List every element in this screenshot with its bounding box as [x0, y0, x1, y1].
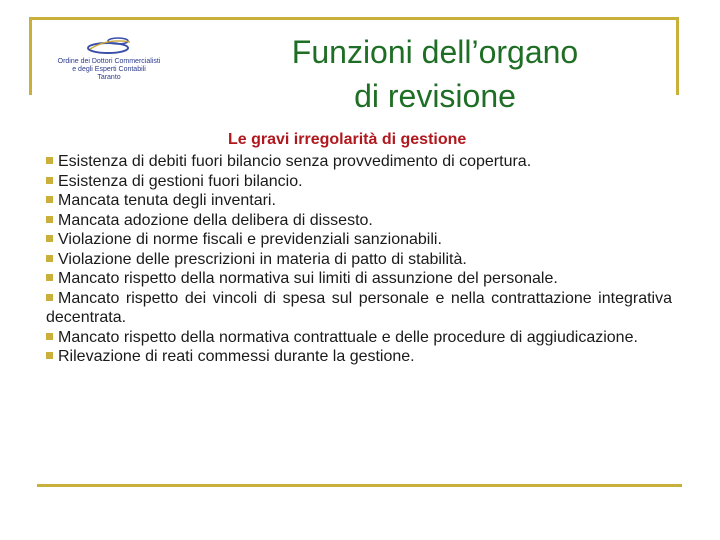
list-item-text: Mancata adozione della delibera di dissesto.: [58, 211, 373, 229]
list-item: [46, 152, 672, 172]
bullet-square-icon: [46, 177, 53, 184]
logo-text-line-3: Taranto: [97, 74, 121, 81]
bullet-square-icon: [46, 216, 53, 223]
list-item-text: Mancata tenuta degli inventari.: [58, 192, 276, 209]
right-border: [676, 17, 679, 95]
list-item: [46, 289, 672, 328]
list-item-text: Mancato rispetto dei vincoli di spesa sul personale e nella contrattazione integrativa decentrata.: [46, 289, 672, 326]
list-item-text: Esistenza di debiti fuori bilancio senza provvedimento di copertura.: [58, 153, 532, 170]
list-item-text: Violazione di norme fiscali e previdenziali sanzionabili.: [58, 231, 442, 248]
left-border: [29, 17, 32, 95]
list-item: [46, 211, 672, 231]
bullet-square-icon: [46, 157, 53, 164]
list-item-text: Rilevazione di reati commessi durante la gestione.: [58, 348, 415, 365]
bullet-square-icon: [46, 196, 53, 203]
list-item-text: Violazione delle prescrizioni in materia di patto di stabilità.: [58, 250, 467, 268]
list-item-text: Mancato rispetto della normativa contrattuale e delle procedure di aggiudicazione.: [58, 328, 638, 346]
list-item-text: Mancato rispetto della normativa sui limiti di assunzione del personale.: [58, 270, 558, 287]
logo-text-line-1: Ordine dei Dottori Commercialisti: [57, 58, 161, 65]
list-item: [46, 230, 672, 250]
logo-swirl-icon: [80, 34, 140, 56]
bullet-square-icon: [46, 294, 53, 301]
top-border: [30, 17, 678, 20]
bullet-square-icon: [46, 352, 53, 359]
list-item: [46, 250, 672, 270]
list-item: [46, 191, 672, 211]
page-title: [250, 30, 620, 118]
page-title-line-1: Funzioni dell’organo: [291, 34, 579, 70]
bullet-square-icon: [46, 255, 53, 262]
bullet-square-icon: [46, 235, 53, 242]
page-title-line-2: di revisione: [354, 78, 516, 114]
list-item-text: Esistenza di gestioni fuori bilancio.: [58, 172, 303, 190]
irregularities-list: [46, 152, 672, 367]
logo: [44, 34, 174, 84]
list-item: [46, 328, 672, 348]
bullet-square-icon: [46, 333, 53, 340]
bottom-border: [37, 484, 682, 487]
logo-text-line-2: e degli Esperti Contabili: [72, 66, 146, 73]
list-item: [46, 172, 672, 192]
section-subtitle: Le gravi irregolarità di gestione: [228, 131, 467, 148]
list-item: [46, 347, 672, 367]
list-item: [46, 269, 672, 289]
bullet-square-icon: [46, 274, 53, 281]
